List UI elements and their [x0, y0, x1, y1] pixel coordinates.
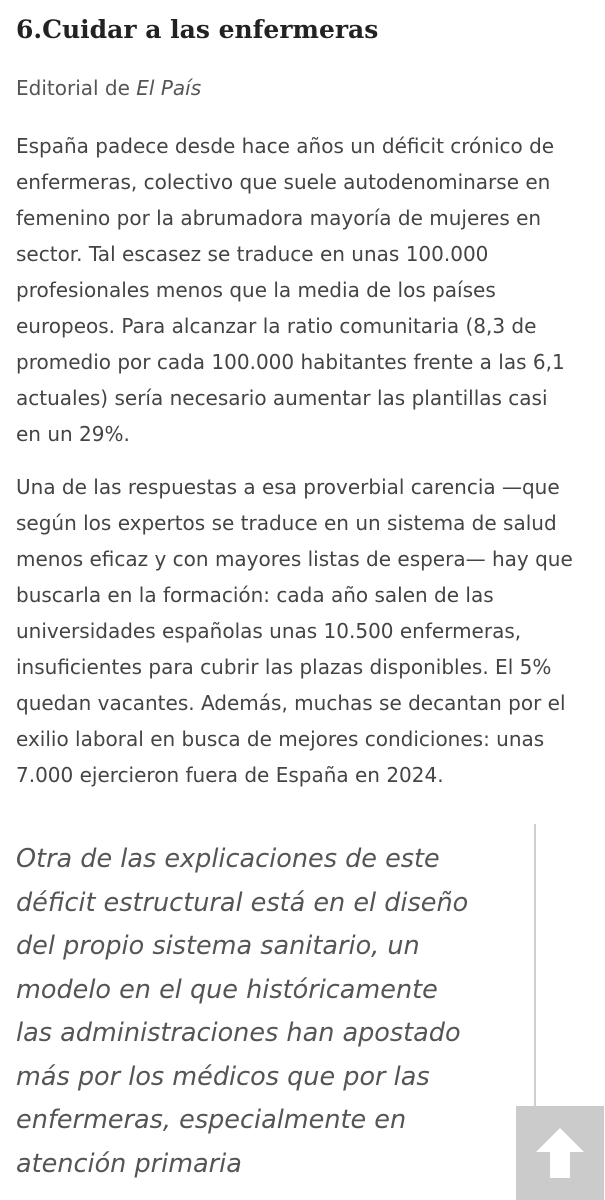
- pull-quote-line: déficit estructural está en el diseño: [16, 887, 469, 918]
- pull-quote-line: enfermeras, especialmente en: [16, 1105, 407, 1135]
- paragraph-line: promedio por cada 100.000 habitantes frente a las 6,1: [16, 350, 565, 374]
- pull-quote-line: modelo en el que históricamente: [16, 974, 438, 1005]
- pull-quote-text: [16, 838, 468, 1186]
- paragraph-line: España padece desde hace años un déficit crónico de: [16, 134, 555, 158]
- paragraph-line: 7.000 ejercieron fuera de España en 2024.: [16, 763, 444, 787]
- paragraph-line: quedan vacantes. Además, muchas se decantan por el: [16, 691, 566, 715]
- paragraph-2: [16, 469, 573, 793]
- paragraph-line: Una de las respuestas a esa proverbial carencia —que: [16, 475, 560, 499]
- paragraph-line: según los expertos se traduce en un sistema de salud: [16, 511, 557, 535]
- paragraph-line: europeos. Para alcanzar la ratio comunitaria (8,3 de: [16, 314, 537, 338]
- paragraph-line: universidades españolas unas 10.500 enfermeras,: [16, 619, 522, 643]
- pull-quote-line: atención primaria: [16, 1148, 242, 1179]
- paragraph-line: menos eficaz y con mayores listas de espera— hay que: [16, 547, 573, 571]
- pull-quote: [16, 824, 546, 1200]
- paragraph-line: en un 29%.: [16, 422, 130, 446]
- byline-prefix: Editorial de: [16, 76, 137, 100]
- pull-quote-line: las administraciones han apostado: [16, 1018, 461, 1048]
- article-title: 6.Cuidar a las enfermeras: [16, 15, 379, 44]
- paragraph-1: [16, 128, 565, 452]
- paragraph-line: sector. Tal escasez se traduce en unas 100.000: [16, 242, 489, 266]
- paragraph-line: femenino por la abrumadora mayoría de mujeres en: [16, 206, 542, 230]
- byline-publication: El País: [136, 76, 202, 100]
- paragraph-line: buscarla en la formación: cada año salen de las: [16, 583, 494, 607]
- paragraph-line: profesionales menos que la media de los países: [16, 278, 496, 302]
- arrow-up-icon: [534, 1126, 586, 1180]
- paragraph-line: exilio laboral en busca de mejores condiciones: unas: [16, 727, 545, 751]
- pull-quote-line: Otra de las explicaciones de este: [16, 844, 440, 874]
- pull-quote-line: del propio sistema sanitario, un: [16, 931, 420, 961]
- paragraph-line: enfermeras, colectivo que suele autodenominarse en: [16, 170, 551, 194]
- paragraph-line: insuficientes para cubrir las plazas disponibles. El 5%: [16, 655, 552, 679]
- pull-quote-line: más por los médicos que por las: [16, 1061, 430, 1092]
- back-to-top-button[interactable]: [516, 1106, 604, 1200]
- byline: [16, 72, 201, 104]
- paragraph-line: actuales) sería necesario aumentar las plantillas casi: [16, 386, 548, 410]
